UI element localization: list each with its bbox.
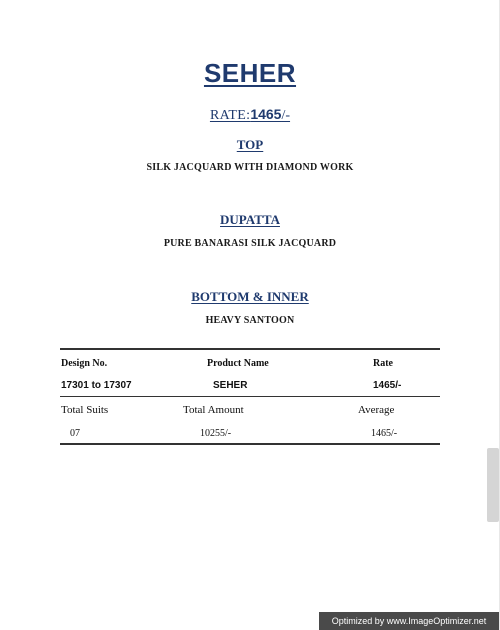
cell-total-amount: 10255/- [200, 428, 232, 439]
scrollbar-thumb[interactable] [487, 448, 499, 522]
top-description: SILK JACQUARD WITH DIAMOND WORK [146, 162, 354, 173]
rate-line [0, 106, 500, 124]
page-title: SEHER [203, 58, 297, 88]
cell-total-suits: 07 [70, 428, 80, 439]
header-product-name: Product Name [207, 358, 269, 369]
table-bottom-rule [60, 443, 440, 445]
dupatta-heading: DUPATTA [220, 212, 280, 227]
header-total-amount: Total Amount [183, 404, 244, 416]
header-rate: Rate [373, 358, 393, 369]
cell-product-name: SEHER [213, 380, 248, 391]
header-average: Average [358, 404, 395, 416]
cell-average: 1465/- [371, 428, 398, 439]
optimizer-watermark: Optimized by www.ImageOptimizer.net [319, 612, 499, 630]
rate-value: 1465 [250, 106, 282, 122]
table-middle-rule [60, 396, 440, 397]
cell-rate: 1465/- [373, 380, 402, 391]
header-design-no: Design No. [61, 358, 108, 369]
bottom-inner-description: HEAVY SANTOON [205, 315, 295, 326]
top-heading: TOP [236, 137, 264, 152]
bottom-inner-heading: BOTTOM & INNER [191, 289, 309, 304]
table-top-rule [60, 348, 440, 350]
rate-label: RATE: [209, 108, 251, 123]
dupatta-description: PURE BANARASI SILK JACQUARD [163, 238, 337, 249]
cell-design-no: 17301 to 17307 [61, 380, 132, 391]
rate-suffix: /- [281, 108, 291, 123]
header-total-suits: Total Suits [61, 404, 109, 416]
